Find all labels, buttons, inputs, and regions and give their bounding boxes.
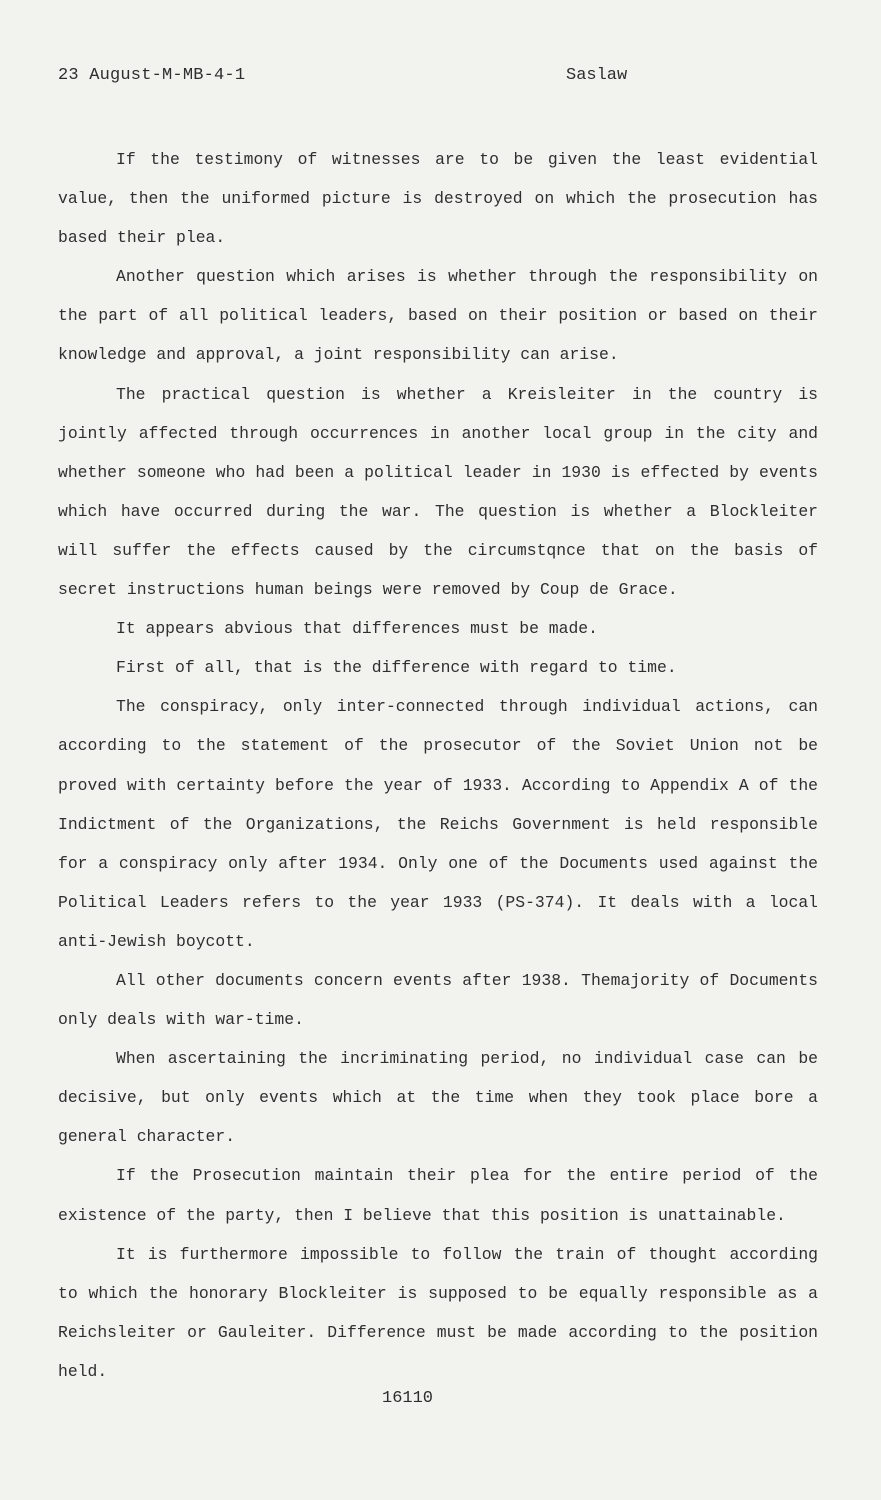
paragraph: First of all, that is the difference with regard to time. — [116, 658, 677, 678]
paragraph: The conspiracy, only inter-connected through individual actions, can according to the statement of the prosecutor of the Soviet Union not be proved with certainty before the year of 1933. According to Appendix A of the Indictment of the Organizations, the Reichs Government is held responsible for a conspiracy only after 1934. Only one of the Documents used against the Political Leaders refers to the year 1933 (PS-374). It deals with a local anti-Jewish boycott. — [58, 697, 818, 951]
paragraph: If the testimony of witnesses are to be given the least evidential value, then the uniformed picture is destroyed on which the prosecution has based their plea. — [58, 150, 818, 248]
paragraph: Another question which arises is whether through the responsibility on the part of all political leaders, based on their position or based on their knowledge and approval, a joint responsibility can arise. — [58, 267, 818, 365]
paragraph: It appears abvious that differences must be made. — [116, 619, 598, 639]
reporter-name: Saslaw — [566, 66, 628, 85]
paragraph: It is furthermore impossible to follow the train of thought according to which the honorary Blockleiter is supposed to be equally responsible as a Reichsleiter or Gauleiter. Difference must be made according to the position held. — [58, 1244, 818, 1381]
document-body — [58, 140, 818, 1391]
paragraph: When ascertaining the incriminating period, no individual case can be decisive, but only events which at the time when they took place bore a general character. — [58, 1049, 818, 1147]
paragraph: The practical question is whether a Kreisleiter in the country is jointly affected through occurrences in another local group in the city and whether someone who had been a political leader in 1930 is effected by events which have occurred during the war. The question is whether a Blockleiter will suffer the effects caused by the circumstqnce that on the basis of secret instructions human beings were removed by Coup de Grace. — [58, 384, 818, 600]
page-number: 16110 — [382, 1389, 434, 1408]
paragraph: If the Prosecution maintain their plea for the entire period of the existence of the party, then I believe that this position is unattainable. — [58, 1166, 818, 1225]
paragraph: All other documents concern events after 1938. Themajority of Documents only deals with war-time. — [58, 970, 818, 1030]
document-reference: 23 August-M-MB-4-1 — [58, 66, 246, 85]
